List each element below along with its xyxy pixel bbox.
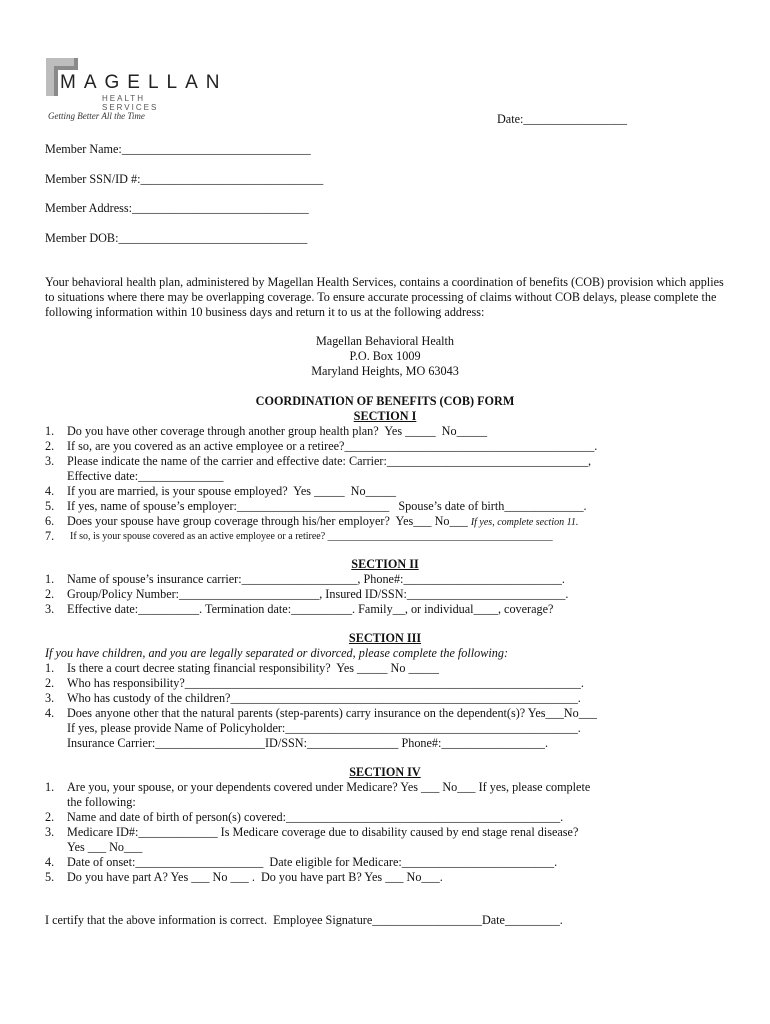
- list-item-number: 6.: [45, 514, 55, 528]
- s3-question-1[interactable]: Is there a court decree stating financial responsibility? Yes _____ No _____: [67, 661, 439, 675]
- s1-question-7[interactable]: If so, is your spouse covered as an active employee or a retiree? _____________________________________________: [70, 531, 553, 542]
- list-item-number: 4.: [45, 706, 55, 720]
- list-item-number: 3.: [45, 825, 55, 839]
- list-item-number: 2.: [45, 587, 55, 601]
- list-item-number: 2.: [45, 676, 55, 690]
- s1-question-2[interactable]: If so, are you covered as an active employee or a retiree?_________________________________________.: [67, 439, 598, 453]
- list-item-number: 3.: [45, 454, 55, 468]
- s4-question-2[interactable]: Name and date of birth of person(s) covered:_____________________________________________.: [67, 810, 564, 824]
- list-item-number: 2.: [45, 439, 55, 453]
- section-1-title: SECTION I: [353, 409, 417, 423]
- logo-tagline: Getting Better All the Time: [48, 111, 145, 121]
- s1-question-6-note: If yes, complete section 11.: [470, 517, 579, 528]
- list-item-number: 3.: [45, 691, 55, 705]
- list-item-number: 1.: [45, 780, 55, 794]
- list-item-number: 1.: [45, 424, 55, 438]
- s1-question-3[interactable]: Please indicate the name of the carrier and effective date: Carrier:_________________________________,: [67, 454, 592, 468]
- address-line-3: Maryland Heights, MO 63043: [311, 364, 459, 378]
- address-line-1: Magellan Behavioral Health: [315, 334, 455, 348]
- s1-question-4[interactable]: If you are married, is your spouse employed? Yes _____ No_____: [67, 484, 397, 498]
- s2-question-1[interactable]: Name of spouse’s insurance carrier:___________________, Phone#:__________________________.: [67, 572, 565, 586]
- s3-carrier-field[interactable]: Insurance Carrier:__________________ID/SSN:_______________ Phone#:_________________.: [67, 736, 549, 750]
- logo-wordmark: MAGELLAN: [60, 72, 228, 93]
- s3-question-4[interactable]: Does anyone other that the natural parents (step-parents) carry insurance on the dependent(s)? Yes___No___: [67, 706, 597, 720]
- s3-question-2[interactable]: Who has responsibility?_________________________________________________________________.: [67, 676, 584, 690]
- s1-question-1[interactable]: Do you have other coverage through another group health plan? Yes _____ No_____: [67, 424, 488, 438]
- member-dob-field[interactable]: Member DOB:_______________________________: [45, 231, 308, 245]
- list-item-number: 1.: [45, 661, 55, 675]
- section-3-intro: If you have children, and you are legally separated or divorced, please complete the following:: [45, 646, 509, 660]
- section-2-title: SECTION II: [351, 557, 419, 571]
- s3-question-3[interactable]: Who has custody of the children?_________________________________________________________.: [67, 691, 581, 705]
- s1-question-3-effective-date[interactable]: Effective date:______________: [67, 469, 224, 483]
- member-address-field[interactable]: Member Address:_____________________________: [45, 201, 309, 215]
- s4-question-3[interactable]: Medicare ID#:_____________ Is Medicare coverage due to disability caused by end stage renal disease?: [67, 825, 579, 839]
- s4-question-1[interactable]: Are you, your spouse, or your dependents covered under Medicare? Yes ___ No___ If yes, please complete: [67, 780, 591, 794]
- magellan-logo: [44, 56, 228, 126]
- s2-question-2[interactable]: Group/Policy Number:_______________________, Insured ID/SSN:__________________________.: [67, 587, 569, 601]
- certification-signature-line[interactable]: I certify that the above information is correct. Employee Signature__________________Date_________.: [45, 913, 563, 927]
- list-item-number: 5.: [45, 499, 55, 513]
- s1-question-6-text: Does your spouse have group coverage through his/her employer? Yes___ No___: [67, 514, 471, 528]
- member-name-field[interactable]: Member Name:_______________________________: [45, 142, 311, 156]
- s1-question-5[interactable]: If yes, name of spouse’s employer:_________________________ Spouse’s date of birth_____________.: [67, 499, 587, 513]
- section-3-title: SECTION III: [348, 631, 422, 645]
- logo-subtitle: HEALTH SERVICES: [102, 94, 159, 112]
- list-item-number: 7.: [45, 529, 55, 543]
- s1-question-6[interactable]: [67, 514, 578, 530]
- s4-question-1-cont: the following:: [67, 795, 136, 809]
- section-4-title: SECTION IV: [349, 765, 421, 779]
- member-ssn-field[interactable]: Member SSN/ID #:______________________________: [45, 172, 324, 186]
- list-item-number: 1.: [45, 572, 55, 586]
- s4-question-4[interactable]: Date of onset:_____________________ Date eligible for Medicare:_________________________.: [67, 855, 558, 869]
- list-item-number: 4.: [45, 484, 55, 498]
- form-title: COORDINATION OF BENEFITS (COB) FORM: [255, 394, 515, 408]
- date-field[interactable]: Date:_________________: [497, 112, 627, 126]
- s3-policyholder-field[interactable]: If yes, please provide Name of Policyholder:________________________________________________.: [67, 721, 581, 735]
- address-line-2: P.O. Box 1009: [349, 349, 421, 363]
- list-item-number: 5.: [45, 870, 55, 884]
- list-item-number: 4.: [45, 855, 55, 869]
- s4-question-5[interactable]: Do you have part A? Yes ___ No ___ . Do you have part B? Yes ___ No___.: [67, 870, 443, 884]
- s4-question-3-answer[interactable]: Yes ___ No___: [67, 840, 143, 854]
- list-item-number: 3.: [45, 602, 55, 616]
- list-item-number: 2.: [45, 810, 55, 824]
- intro-paragraph: Your behavioral health plan, administered by Magellan Health Services, contains a coordination of benefits (COB) provision which applies to situations where there may be overlapping coverage. To ensure accurate processing of claims without COB delays, please complete the following information within 10 business days and return it to us at the following address:: [45, 275, 724, 319]
- s2-question-3[interactable]: Effective date:__________. Termination date:__________. Family__, or individual____, coverage?: [67, 602, 554, 616]
